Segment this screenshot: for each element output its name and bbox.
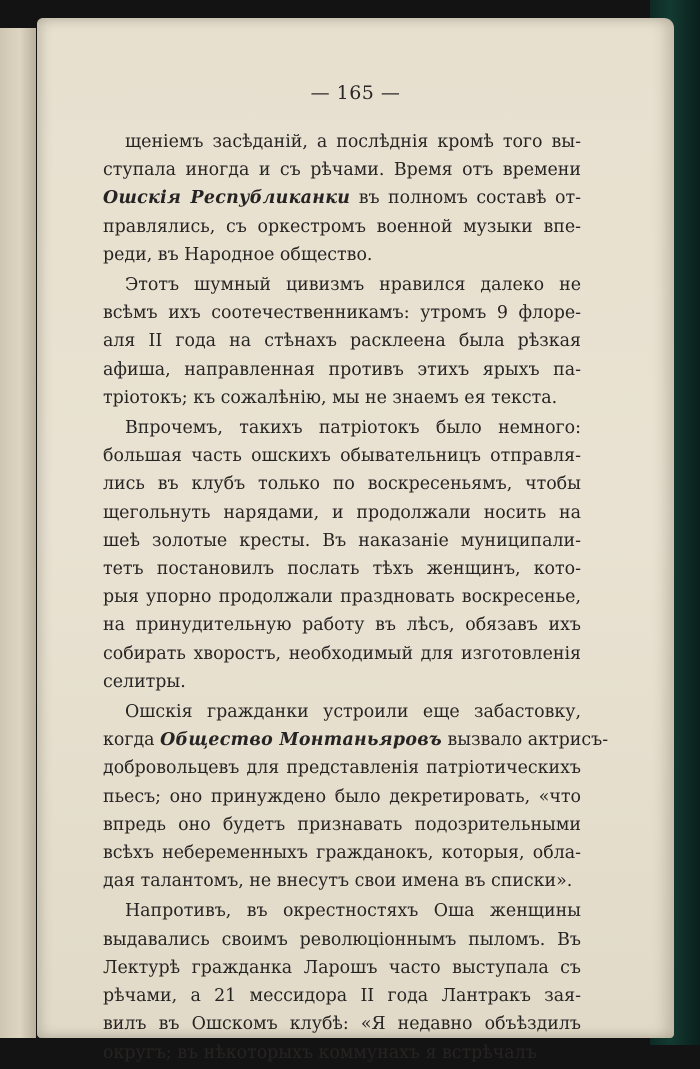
text-line bbox=[103, 555, 581, 583]
text-line bbox=[103, 926, 581, 954]
text-line bbox=[103, 982, 581, 1010]
text-segment: дая талантомъ, не внесутъ свои имена въ списки». bbox=[103, 871, 573, 892]
text-line bbox=[103, 356, 581, 384]
italic-title: Ошскiя Республиканки bbox=[103, 188, 351, 209]
text-line bbox=[103, 611, 581, 639]
text-segment: трiотокъ; къ сожалѣнiю, мы не знаемъ ея текста. bbox=[103, 387, 558, 408]
text-segment: вызвало актрисъ- bbox=[441, 730, 609, 751]
text-segment: рыя упорно продолжали праздновать воскресенье, bbox=[103, 587, 581, 608]
text-line bbox=[103, 442, 581, 470]
text-line bbox=[103, 867, 581, 895]
text-segment: ступала иногда и съ рѣчами. Время отъ времени bbox=[103, 160, 581, 181]
text-line bbox=[103, 640, 581, 668]
text-line bbox=[103, 241, 581, 269]
page-number: — 165 — bbox=[310, 82, 401, 104]
text-segment: щегольнуть нарядами, и продолжали носить на bbox=[103, 502, 581, 523]
text-line bbox=[103, 213, 581, 241]
text-segment: въ полномъ составѣ от- bbox=[350, 188, 581, 209]
text-segment: реди, въ Народное общество. bbox=[103, 244, 373, 265]
text-line bbox=[103, 583, 581, 611]
text-segment: добровольцевъ для представленiя патрiотическихъ bbox=[103, 758, 581, 779]
text-line bbox=[103, 726, 609, 754]
paragraph bbox=[103, 698, 609, 895]
text-line bbox=[103, 754, 581, 782]
text-segment: собирать хворостъ, необходимый для изготовленiя bbox=[103, 643, 581, 664]
text-segment: селитры. bbox=[103, 671, 186, 692]
text-segment: на принудительную работу въ лѣсъ, обязавъ ихъ bbox=[103, 615, 581, 636]
text-segment: рѣчами, а 21 мессидора II года Лантракъ зая- bbox=[103, 986, 581, 1007]
text-segment: пьесъ; оно принуждено было декретировать, «что bbox=[103, 786, 581, 807]
paragraph bbox=[103, 897, 581, 1066]
text-segment: впредь оно будетъ признавать подозрительными bbox=[103, 814, 581, 835]
text-segment: правлялись, съ оркестромъ военной музыки впе- bbox=[103, 216, 581, 237]
text-segment: всѣмъ ихъ соотечественникамъ: утромъ 9 флоре- bbox=[103, 303, 581, 324]
text-segment: Ошскiя гражданки устроили еще забастовку, bbox=[125, 702, 581, 723]
book-page bbox=[37, 18, 674, 1063]
text-segment: афиша, направленная противъ этихъ ярыхъ па- bbox=[103, 359, 581, 380]
text-segment: щенiемъ засѣданiй, а послѣднiя кромѣ того вы- bbox=[125, 132, 581, 152]
text-line bbox=[103, 954, 581, 982]
text-line bbox=[103, 499, 581, 527]
text-line bbox=[103, 698, 581, 726]
text-segment: Напротивъ, въ окрестностяхъ Оша женщины bbox=[125, 901, 581, 922]
text-segment: шеѣ золотые кресты. Въ наказанiе муниципали- bbox=[103, 530, 581, 551]
text-segment: выдавались своимъ революцiоннымъ пыломъ. Въ bbox=[103, 929, 581, 950]
text-segment: Этотъ шумный цивизмъ нравился далеко не bbox=[125, 275, 581, 296]
paragraph bbox=[103, 271, 581, 412]
text-line bbox=[103, 668, 581, 696]
text-line bbox=[103, 897, 581, 925]
page-body-text bbox=[103, 128, 609, 1069]
text-line bbox=[103, 414, 581, 442]
paragraph bbox=[103, 128, 581, 269]
text-segment: большая часть ошскихъ обывательницъ отправля- bbox=[103, 446, 581, 467]
italic-title: Общество Монтаньяровъ bbox=[160, 730, 442, 751]
text-segment: Впрочемъ, такихъ патрiотокъ было немного: bbox=[125, 418, 581, 439]
text-line bbox=[103, 811, 581, 839]
paragraph bbox=[103, 414, 581, 696]
text-line bbox=[103, 783, 581, 811]
text-segment: Лектурѣ гражданка Ларошъ часто выступала съ bbox=[103, 957, 581, 978]
text-line bbox=[103, 384, 581, 412]
text-line bbox=[103, 184, 581, 212]
text-segment: вилъ въ Ошскомъ клубѣ: «Я недавно объѣздилъ bbox=[103, 1014, 581, 1035]
text-line bbox=[103, 299, 581, 327]
facing-page-edge bbox=[0, 28, 36, 1038]
text-segment: лись въ клубъ только по воскресеньямъ, чтобы bbox=[103, 474, 581, 495]
text-line bbox=[103, 839, 581, 867]
text-line bbox=[103, 128, 581, 156]
text-segment: тетъ постановилъ послать тѣхъ женщинъ, кото- bbox=[103, 559, 581, 580]
text-segment: всѣхъ небеременныхъ гражданокъ, которыя, обла- bbox=[103, 843, 581, 864]
text-line bbox=[103, 327, 581, 355]
text-line bbox=[103, 470, 581, 498]
text-line bbox=[103, 1039, 581, 1067]
text-line bbox=[103, 527, 581, 555]
text-segment: аля II года на стѣнахъ расклеена была рѣзкая bbox=[103, 331, 581, 352]
text-segment: когда bbox=[103, 730, 161, 751]
text-line bbox=[103, 271, 581, 299]
text-line bbox=[103, 156, 581, 184]
text-line bbox=[103, 1010, 581, 1038]
text-segment: округъ; въ нѣкоторыхъ коммунахъ я встрѣчалъ bbox=[103, 1042, 537, 1063]
